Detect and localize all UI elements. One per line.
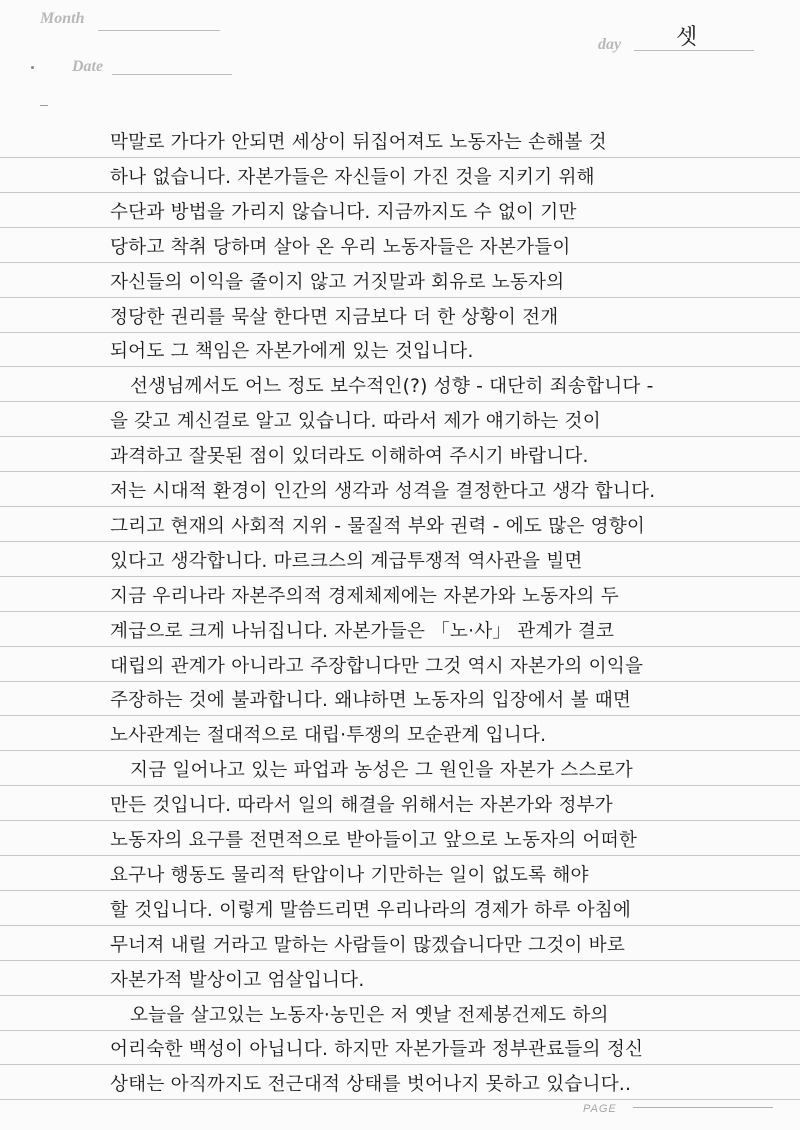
- page-header: [0, 0, 800, 100]
- text-line: 주장하는 것에 불과합니다. 왜냐하면 노동자의 입장에서 볼 때면: [110, 690, 632, 712]
- text-line: 할 것입니다. 이렇게 말씀드리면 우리나라의 경제가 하루 아침에: [110, 899, 632, 921]
- text-line: 당하고 착취 당하며 살아 온 우리 노동자들은 자본가들이: [110, 236, 571, 258]
- page-label: PAGE: [583, 1103, 617, 1115]
- rule-line: [0, 855, 800, 856]
- text-line: 을 갖고 계신걸로 알고 있습니다. 따라서 제가 얘기하는 것이: [110, 411, 601, 433]
- text-line: 막말로 가다가 안되면 세상이 뒤집어져도 노동자는 손해볼 것: [110, 132, 607, 153]
- rule-line: [0, 646, 800, 647]
- text-line: 과격하고 잘못된 점이 있더라도 이해하여 주시기 바랍니다.: [110, 446, 589, 468]
- rule-line: [0, 227, 800, 228]
- text-line: 정당한 권리를 묵살 한다면 지금보다 더 한 상황이 전개: [110, 306, 559, 328]
- rule-line: [0, 157, 800, 158]
- rule-line: [0, 192, 800, 193]
- rule-line: [0, 925, 800, 926]
- rule-line: [0, 576, 800, 577]
- page-footer: [583, 1097, 617, 1116]
- month-underline: [98, 30, 220, 31]
- month-label: Month: [40, 10, 85, 27]
- rule-line: [0, 297, 800, 298]
- text-line: 저는 시대적 환경이 인간의 생각과 성격을 결정한다고 생각 합니다.: [110, 481, 656, 502]
- text-line: 무너져 내릴 거라고 말하는 사람들이 많겠습니다만 그것이 바로: [110, 934, 625, 956]
- rule-line: [0, 1099, 800, 1100]
- margin-tick: [40, 105, 48, 106]
- date-underline: [112, 74, 232, 75]
- rule-line: [0, 332, 800, 333]
- page-number-underline: [633, 1107, 773, 1108]
- rule-line: [0, 890, 800, 891]
- text-line: 요구나 행동도 물리적 탄압이나 기만하는 일이 없도록 해야: [110, 864, 589, 886]
- text-line: 계급으로 크게 나뉘집니다. 자본가들은 「노·사」 관계가 결코: [110, 620, 615, 642]
- text-line: 오늘을 살고있는 노동자·농민은 저 옛날 전제봉건제도 하의: [130, 1004, 609, 1026]
- rule-line: [0, 960, 800, 961]
- text-line: 있다고 생각합니다. 마르크스의 계급투쟁적 역사관을 빌면: [110, 550, 583, 572]
- text-line: 만든 것입니다. 따라서 일의 해결을 위해서는 자본가와 정부가: [110, 795, 613, 817]
- day-label: day: [598, 36, 622, 53]
- text-line: 자본가적 발상이고 엄살입니다.: [110, 969, 365, 991]
- text-line: 상태는 아직까지도 전근대적 상태를 벗어나지 못하고 있습니다..: [110, 1074, 632, 1096]
- text-line: 그리고 현재의 사회적 지위 - 물질적 부와 권력 - 에도 많은 영향이: [110, 515, 646, 537]
- rule-line: [0, 681, 800, 682]
- text-line: 노사관계는 절대적으로 대립·투쟁의 모순관계 입니다.: [110, 725, 547, 747]
- text-line: 수단과 방법을 가리지 않습니다. 지금까지도 수 없이 기만: [110, 201, 577, 223]
- text-line: 지금 일어나고 있는 파업과 농성은 그 원인을 자본가 스스로가: [130, 760, 633, 782]
- rule-line: [0, 820, 800, 821]
- text-line: 되어도 그 책임은 자본가에게 있는 것입니다.: [110, 341, 474, 363]
- rule-line: [0, 506, 800, 507]
- rule-line: [0, 366, 800, 367]
- rule-line: [0, 1064, 800, 1065]
- text-line: 노동자의 요구를 전면적으로 받아들이고 앞으로 노동자의 어떠한: [110, 830, 638, 851]
- margin-dot: [31, 66, 34, 69]
- rule-line: [0, 262, 800, 263]
- text-line: 하나 없습니다. 자본가들은 자신들이 가진 것을 지키기 위해: [110, 166, 595, 188]
- rule-line: [0, 611, 800, 612]
- text-line: 지금 우리나라 자본주의적 경제체제에는 자본가와 노동자의 두: [110, 585, 619, 607]
- day-value: 셋: [676, 25, 698, 50]
- rule-line: [0, 995, 800, 996]
- rule-line: [0, 1030, 800, 1031]
- rule-line: [0, 471, 800, 472]
- rule-line: [0, 541, 800, 542]
- date-label: Date: [72, 58, 104, 75]
- text-line: 어리숙한 백성이 아닙니다. 하지만 자본가들과 정부관료들의 정신: [110, 1039, 644, 1061]
- rule-line: [0, 785, 800, 786]
- rule-line: [0, 715, 800, 716]
- text-line: 선생님께서도 어느 정도 보수적인(?) 성향 - 대단히 죄송합니다 -: [130, 376, 654, 398]
- rule-line: [0, 436, 800, 437]
- rule-line: [0, 750, 800, 751]
- text-line: 대립의 관계가 아니라고 주장합니다만 그것 역시 자본가의 이익을: [110, 655, 644, 677]
- text-line: 자신들의 이익을 줄이지 않고 거짓말과 회유로 노동자의: [110, 271, 565, 293]
- rule-line: [0, 401, 800, 402]
